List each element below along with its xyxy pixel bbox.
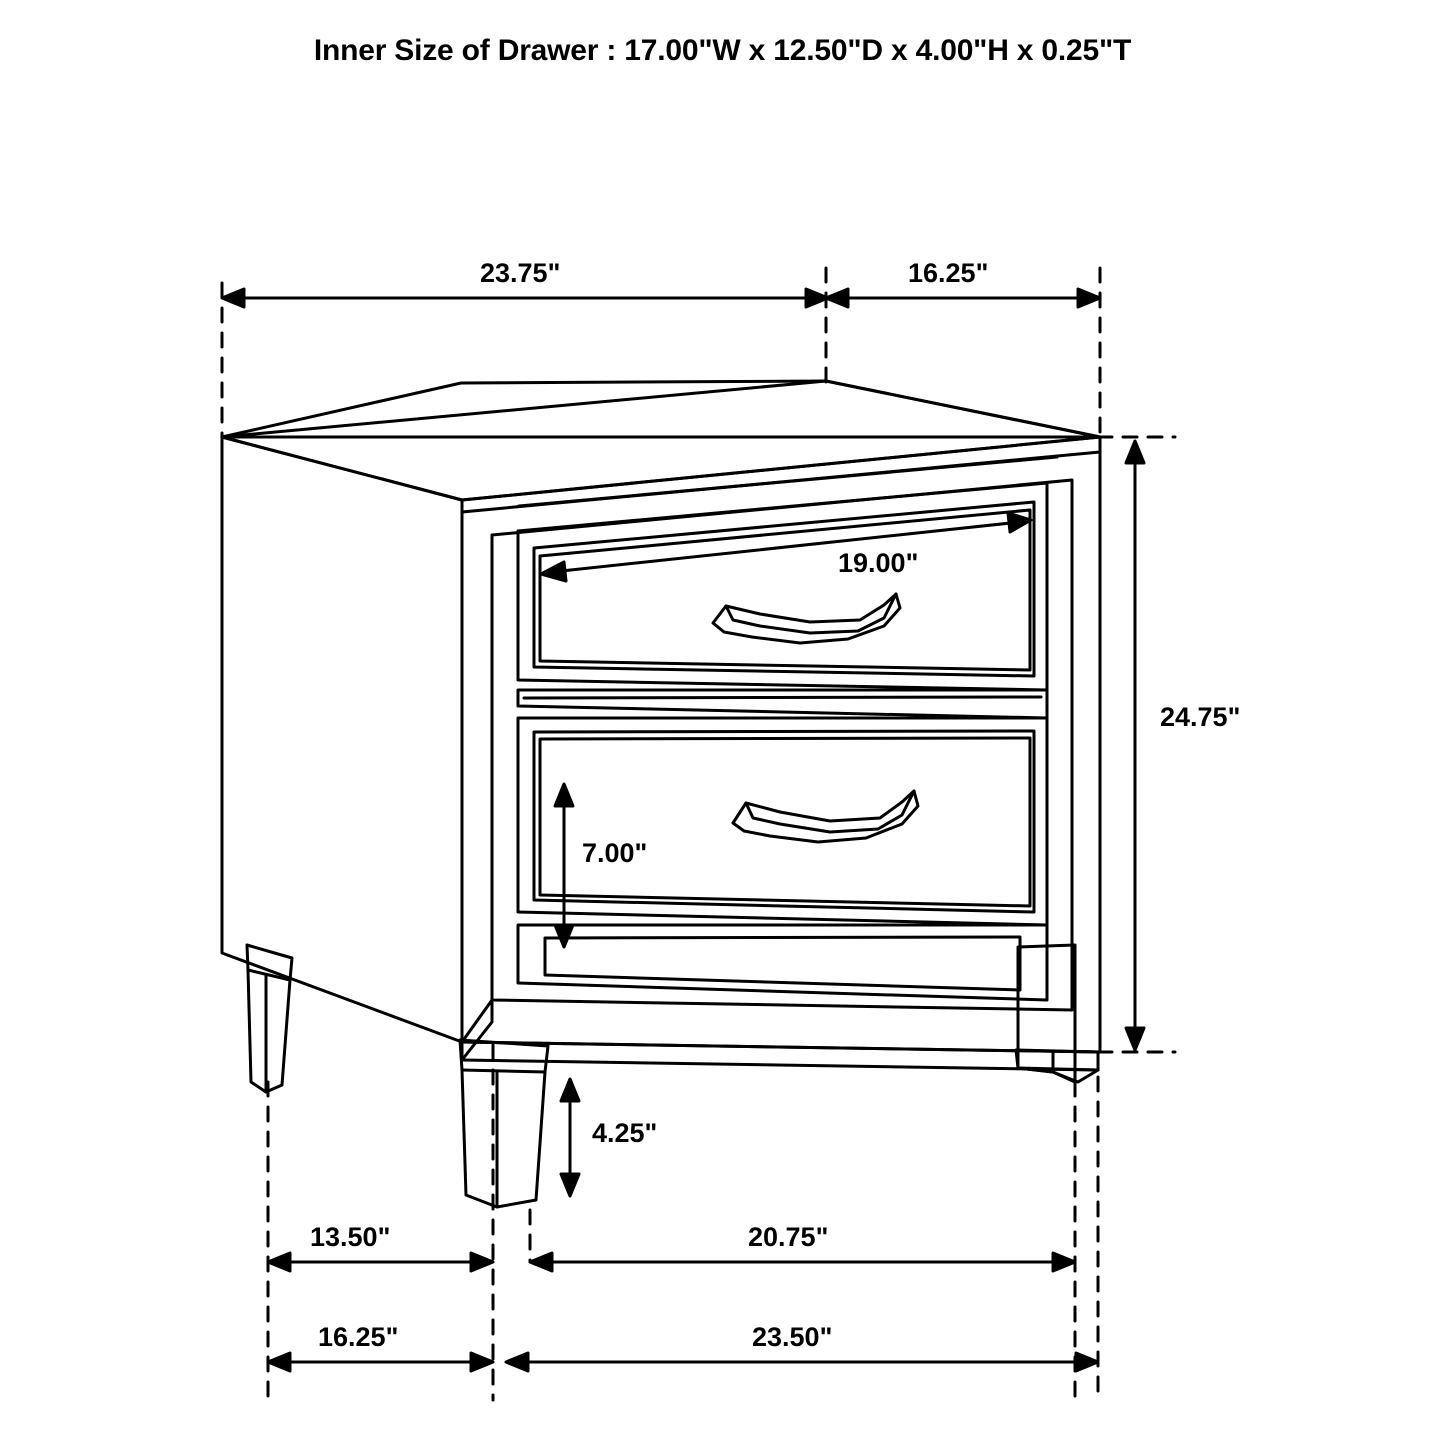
dim-label-base-front-width: 20.75" — [748, 1222, 829, 1252]
dim-label-top-front-width: 23.75" — [480, 258, 561, 288]
dim-label-foot-side-depth: 16.25" — [318, 1322, 399, 1352]
dim-label-top-side-depth: 16.25" — [908, 258, 989, 288]
dim-label-leg-height: 4.25" — [592, 1118, 658, 1148]
dimension-arrows — [222, 289, 1144, 1371]
dim-label-overall-height: 24.75" — [1160, 702, 1241, 732]
dim-label-drawer-inner-width: 19.00" — [838, 548, 919, 578]
dim-label-base-side-depth: 13.50" — [310, 1222, 391, 1252]
dim-label-foot-front-width: 23.50" — [752, 1322, 833, 1352]
page-title: Inner Size of Drawer : 17.00"W x 12.50"D x 4.00"H x 0.25"T — [313, 34, 1132, 67]
dim-label-drawer-height: 7.00" — [582, 838, 648, 868]
